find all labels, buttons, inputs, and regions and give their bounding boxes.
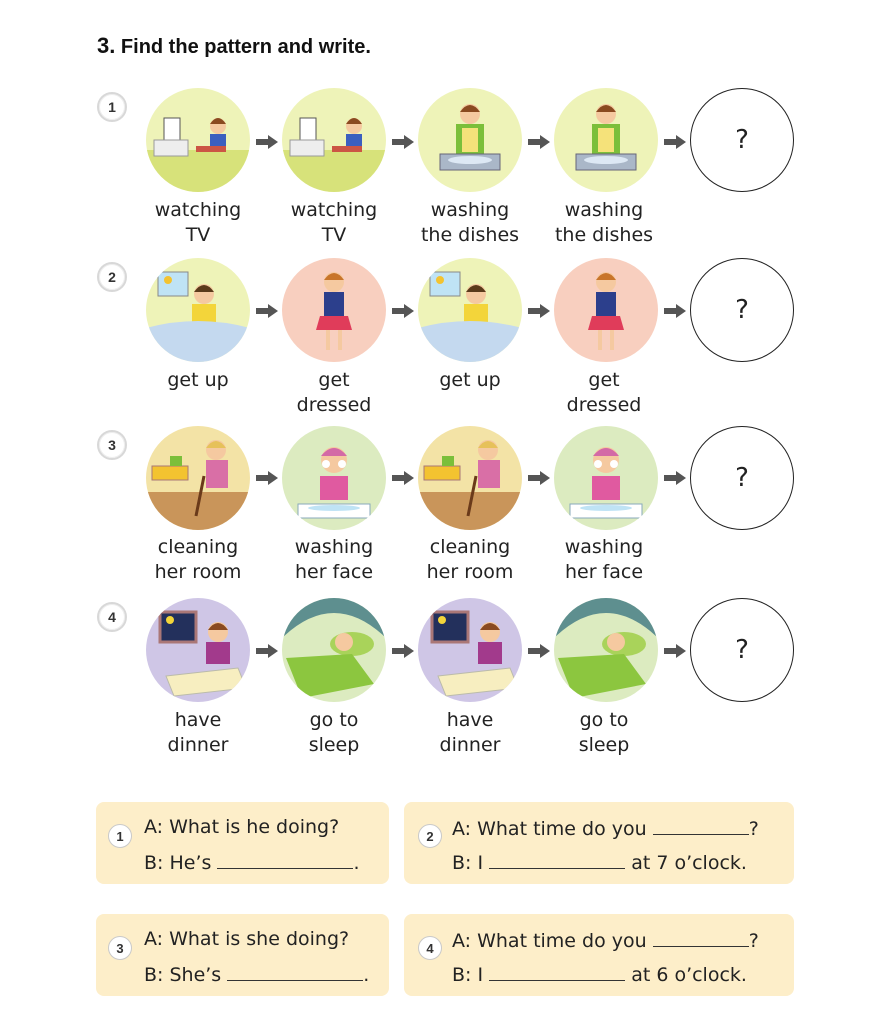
caption: go to sleep bbox=[308, 709, 360, 756]
caption: watching TV bbox=[154, 199, 242, 246]
row-4-number: 4 bbox=[97, 602, 127, 632]
arrow-right-icon bbox=[528, 303, 550, 319]
row-1-answer-circle[interactable]: ? bbox=[690, 88, 794, 192]
arrow-right-icon bbox=[664, 470, 686, 486]
answer-blank[interactable] bbox=[227, 962, 363, 981]
go-to-sleep-illustration bbox=[282, 598, 386, 702]
question-blank[interactable] bbox=[653, 928, 749, 947]
caption: watching TV bbox=[290, 199, 378, 246]
caption: cleaning her room bbox=[154, 536, 242, 583]
caption: get up bbox=[167, 369, 229, 391]
arrow-right-icon bbox=[528, 470, 550, 486]
dialog-answer: B: I at 7 o’clock. bbox=[452, 852, 747, 874]
arrow-right-icon bbox=[256, 134, 278, 150]
caption: get dressed bbox=[566, 369, 642, 416]
dialog-box-1 bbox=[96, 802, 389, 884]
washing-dishes-illustration bbox=[554, 88, 658, 192]
arrow-right-icon bbox=[392, 470, 414, 486]
arrow-right-icon bbox=[392, 643, 414, 659]
caption: cleaning her room bbox=[426, 536, 514, 583]
caption: go to sleep bbox=[578, 709, 630, 756]
go-to-sleep-illustration bbox=[554, 598, 658, 702]
row-4-answer-circle[interactable]: ? bbox=[690, 598, 794, 702]
caption: washing the dishes bbox=[420, 199, 520, 246]
get-dressed-illustration bbox=[282, 258, 386, 362]
caption: get dressed bbox=[296, 369, 372, 416]
arrow-right-icon bbox=[256, 470, 278, 486]
washing-face-illustration bbox=[554, 426, 658, 530]
arrow-right-icon bbox=[664, 303, 686, 319]
arrow-right-icon bbox=[256, 643, 278, 659]
arrow-right-icon bbox=[664, 643, 686, 659]
dialog-answer: B: She’s . bbox=[144, 964, 370, 986]
row-3-number: 3 bbox=[97, 430, 127, 460]
have-dinner-illustration bbox=[146, 598, 250, 702]
row-2-number: 2 bbox=[97, 262, 127, 292]
question-blank[interactable] bbox=[653, 816, 749, 835]
dialog-number: 3 bbox=[108, 936, 132, 960]
cleaning-room-illustration bbox=[418, 426, 522, 530]
dialog-answer: B: I at 6 o’clock. bbox=[452, 964, 747, 986]
arrow-right-icon bbox=[256, 303, 278, 319]
get-dressed-illustration bbox=[554, 258, 658, 362]
dialog-question: A: What time do you ? bbox=[452, 930, 759, 952]
watching-tv-illustration bbox=[282, 88, 386, 192]
row-2-answer-circle[interactable]: ? bbox=[690, 258, 794, 362]
caption: have dinner bbox=[439, 709, 501, 756]
arrow-right-icon bbox=[528, 134, 550, 150]
exercise-instruction: Find the pattern and write. bbox=[120, 36, 371, 58]
cleaning-room-illustration bbox=[146, 426, 250, 530]
arrow-right-icon bbox=[392, 303, 414, 319]
have-dinner-illustration bbox=[418, 598, 522, 702]
dialog-question: A: What is he doing? bbox=[144, 816, 340, 838]
dialog-box-4 bbox=[404, 914, 794, 996]
dialog-question: A: What time do you ? bbox=[452, 818, 759, 840]
get-up-illustration bbox=[418, 258, 522, 362]
exercise-title bbox=[97, 33, 371, 59]
dialog-number: 2 bbox=[418, 824, 442, 848]
caption: have dinner bbox=[167, 709, 229, 756]
caption: washing her face bbox=[564, 536, 644, 583]
dialog-box-2 bbox=[404, 802, 794, 884]
row-3-answer-circle[interactable]: ? bbox=[690, 426, 794, 530]
washing-face-illustration bbox=[282, 426, 386, 530]
arrow-right-icon bbox=[664, 134, 686, 150]
dialog-question: A: What is she doing? bbox=[144, 928, 350, 950]
caption: washing her face bbox=[294, 536, 374, 583]
watching-tv-illustration bbox=[146, 88, 250, 192]
washing-dishes-illustration bbox=[418, 88, 522, 192]
row-1-number: 1 bbox=[97, 92, 127, 122]
caption: washing the dishes bbox=[554, 199, 654, 246]
arrow-right-icon bbox=[392, 134, 414, 150]
dialog-number: 4 bbox=[418, 936, 442, 960]
answer-blank[interactable] bbox=[489, 962, 625, 981]
arrow-right-icon bbox=[528, 643, 550, 659]
exercise-number: 3. bbox=[97, 33, 116, 58]
answer-blank[interactable] bbox=[217, 850, 353, 869]
dialog-answer: B: He’s . bbox=[144, 852, 360, 874]
dialog-number: 1 bbox=[108, 824, 132, 848]
caption: get up bbox=[439, 369, 501, 391]
dialog-box-3 bbox=[96, 914, 389, 996]
get-up-illustration bbox=[146, 258, 250, 362]
answer-blank[interactable] bbox=[489, 850, 625, 869]
